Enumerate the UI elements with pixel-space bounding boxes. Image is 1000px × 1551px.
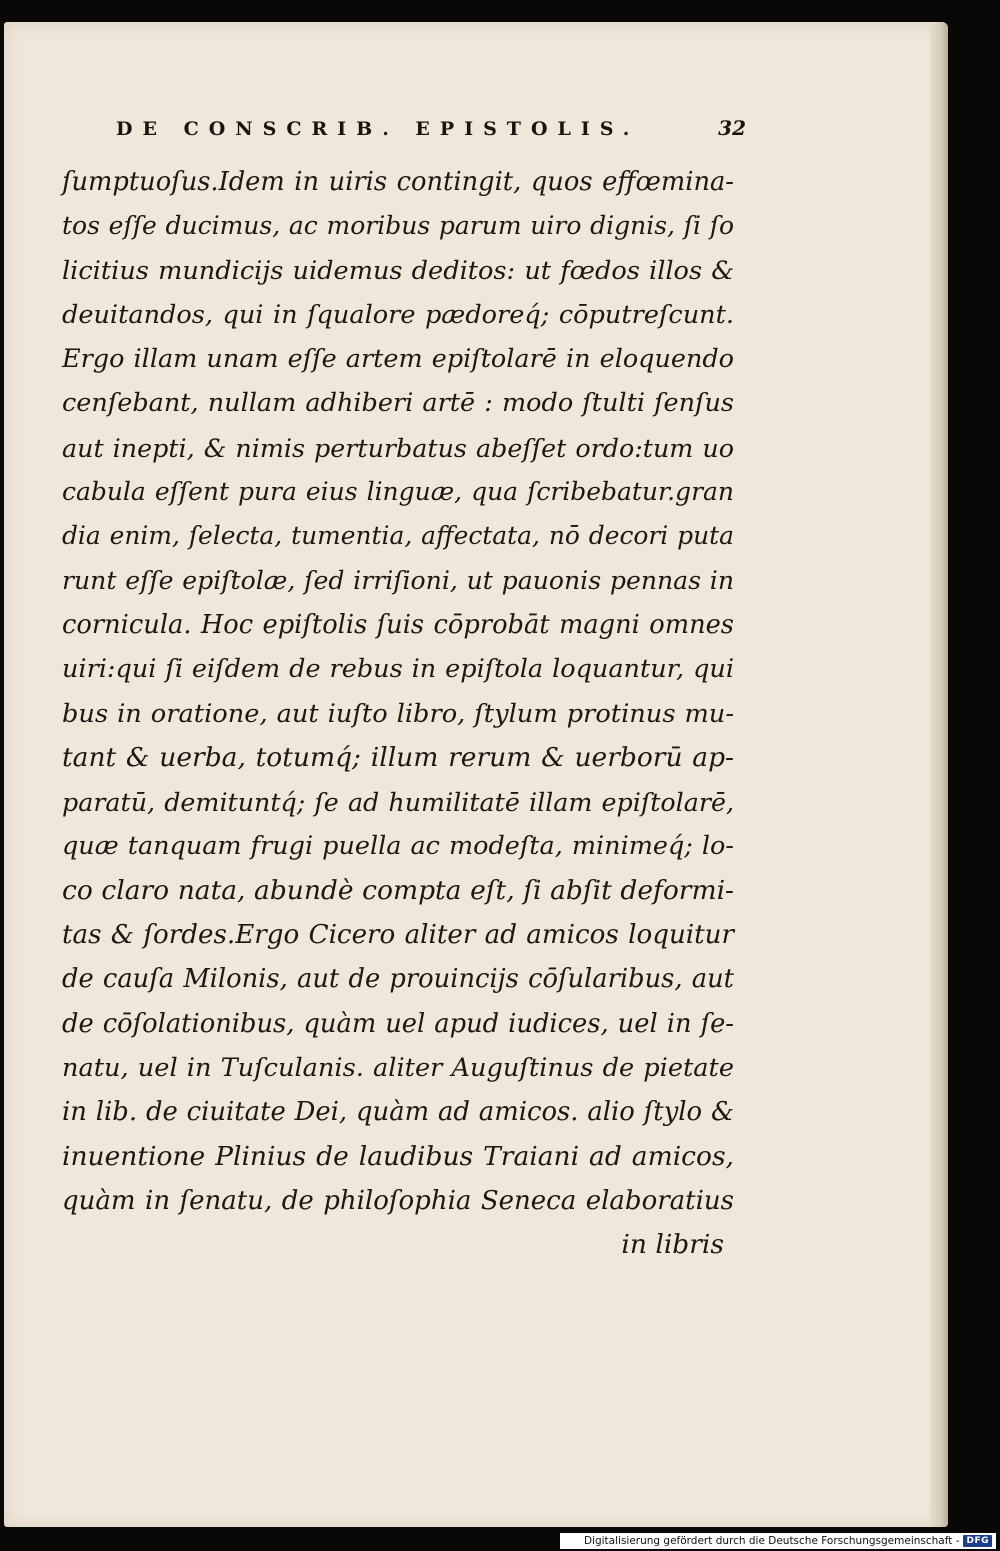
text-line: tant & uerba, totumq́; illum rerum & uerborū ap- — [62, 741, 734, 773]
text-line: uiri:qui ſi eiſdem de rebus in epiſtola loquantur, qui — [62, 654, 734, 685]
text-line: cornicula. Hoc epiſtolis ſuis cōprobāt magni omnes — [62, 609, 734, 640]
running-head: DE CONSCRIB. EPISTOLIS. — [116, 118, 640, 140]
text-line: cenſebant, nullam adhiberi artē : modo ſtulti ſenſus — [62, 388, 734, 419]
text-line: deuitandos, qui in ſqualore pædoreq́; cōputreſcunt. — [62, 299, 734, 330]
text-line: natu, uel in Tuſculanis. aliter Auguſtinus de pietate — [62, 1052, 734, 1083]
text-line: Ergo illam unam eſſe artem epiſtolarē in eloquendo — [62, 344, 734, 375]
text-line: de cōſolationibus, quàm uel apud iudices, uel in ſe- — [62, 1008, 734, 1039]
text-line: aut inepti, & nimis perturbatus abeſſet ordo:tum uo — [62, 432, 734, 463]
page-number: 32 — [718, 116, 746, 140]
text-line: ſumptuoſus.Idem in uiris contingit, quos effœmina- — [62, 167, 734, 197]
text-line: cabula eſſent pura eius linguæ, qua ſcribebatur.gran — [62, 477, 734, 507]
text-line: in lib. de ciuitate Dei, quàm ad amicos. alio ſtylo & — [62, 1097, 734, 1128]
funding-footer — [560, 1533, 996, 1549]
text-line: dia enim, ſelecta, tumentia, affectata, nō decori puta — [62, 521, 734, 551]
text-line: quàm in ſenatu, de philoſophia Seneca elaboratius — [62, 1185, 734, 1216]
page-header — [116, 118, 746, 144]
dfg-logo-icon: DFG — [963, 1535, 992, 1547]
text-line: runt eſſe epiſtolæ, ſed irriſioni, ut pauonis pennas in — [62, 565, 734, 595]
footer-text: Digitalisierung gefördert durch die Deutsche Forschungsgemeinschaft - — [583, 1535, 960, 1547]
text-block — [62, 160, 734, 1267]
text-line: de cauſa Milonis, aut de prouincijs cōſularibus, aut — [62, 964, 734, 995]
text-line: paratū, demituntq́; ſe ad humilitatē illam epiſtolarē, — [62, 787, 734, 818]
catchword: in libris — [621, 1229, 724, 1261]
text-line: inuentione Plinius de laudibus Traiani ad amicos, — [62, 1140, 734, 1172]
text-line: quæ tanquam frugi puella ac modeſta, minimeq́; lo- — [62, 831, 734, 862]
text-line: licitius mundicijs uidemus deditos: ut fœdos illos & — [62, 255, 734, 286]
text-line: tas & ſordes.Ergo Cicero aliter ad amicos loquitur — [62, 920, 734, 951]
text-line: tos eſſe ducimus, ac moribus parum uiro dignis, ſi ſo — [62, 211, 734, 241]
text-line: bus in oratione, aut iuſto libro, ſtylum protinus mu- — [62, 698, 734, 729]
text-line: co claro nata, abundè compta eſt, ſi abſit deformi- — [62, 874, 734, 906]
page-edge — [930, 22, 948, 1527]
